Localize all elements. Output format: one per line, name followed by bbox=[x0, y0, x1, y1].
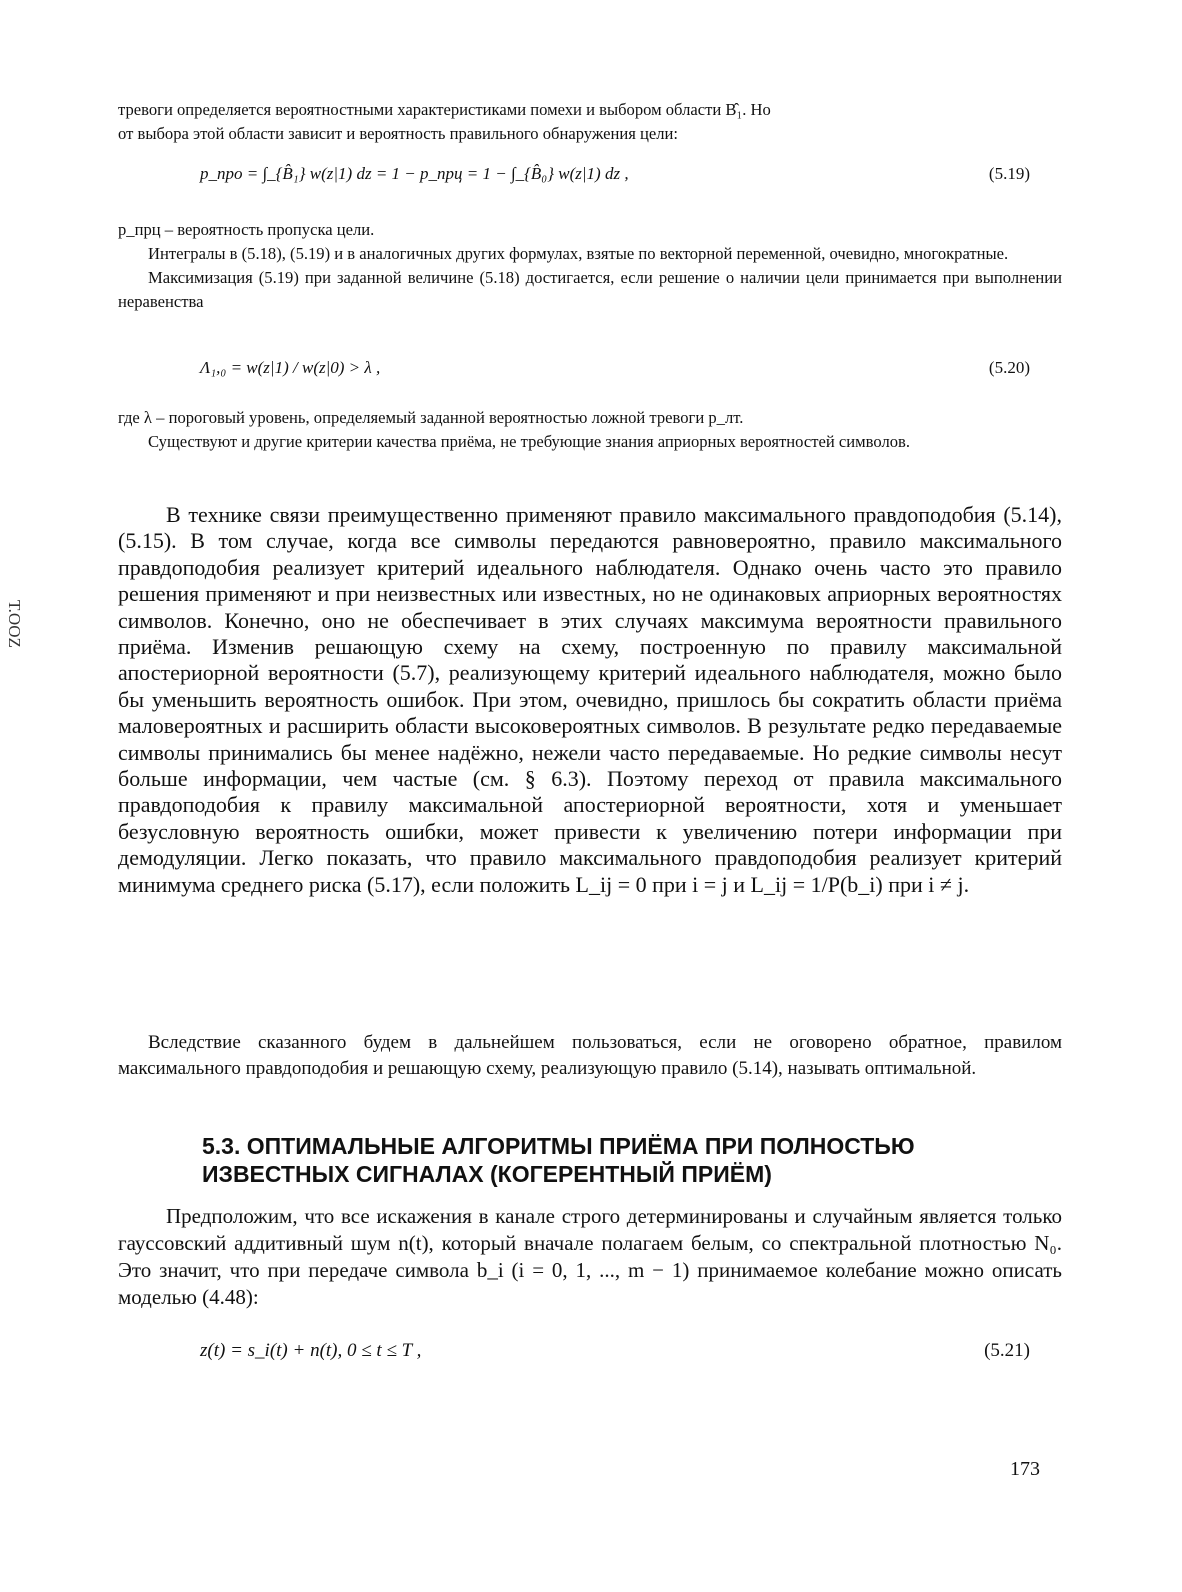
side-margin-mark: Т.ООZ bbox=[5, 600, 24, 648]
section-heading bbox=[202, 1132, 1062, 1188]
section-paragraph-text: Предположим, что все искажения в канале строго детерминированы и случайным является только гауссовский аддитивный шум n(t), который вначале полагаем белым, со спектральной плотностью N₀. Это значит, что при передаче символа b_i (i = 0, 1, ..., m − 1) принимаемое колебание можно описать моделью (4.48): bbox=[118, 1204, 1062, 1309]
section-heading-line-2: ИЗВЕСТНЫХ СИГНАЛАХ (КОГЕРЕНТНЫЙ ПРИЁМ) bbox=[202, 1161, 772, 1187]
section-heading-line-1: 5.3. ОПТИМАЛЬНЫЕ АЛГОРИТМЫ ПРИЁМА ПРИ ПОЛНОСТЬЮ bbox=[202, 1133, 915, 1159]
equation-5-21-number: (5.21) bbox=[984, 1340, 1030, 1361]
section-paragraph bbox=[118, 1203, 1062, 1311]
top-line-1: тревоги определяется вероятностными характеристиками помехи и выбором области В̂₁. Но bbox=[118, 100, 771, 119]
equation-5-20-text: Λ₁,₀ = w(z|1) / w(z|0) > λ , bbox=[200, 358, 381, 377]
equation-5-21-text: z(t) = s_i(t) + n(t), 0 ≤ t ≤ T , bbox=[200, 1340, 422, 1361]
top-line-2: от выбора этой области зависит и вероятность правильного обнаружения цели: bbox=[118, 124, 679, 143]
consequence-text: Вследствие сказанного будем в дальнейшем пользоваться, если не оговорено обратное, правилом максимального правдоподобия и решающую схему, реализующую правило (5.14), называть оптимальной. bbox=[118, 1032, 1062, 1079]
equation-5-19 bbox=[200, 164, 1062, 184]
equation-5-19-text: p_про = ∫_{B̂₁} w(z|1) dz = 1 − p_прц = 1 − ∫_{B̂₀} w(z|1) dz , bbox=[200, 164, 629, 183]
page-number: 173 bbox=[1010, 1458, 1040, 1480]
main-paragraph bbox=[118, 502, 1062, 898]
equation-5-20-number: (5.20) bbox=[988, 358, 1030, 377]
lambda-block bbox=[118, 406, 1062, 454]
equation-5-19-number: (5.19) bbox=[988, 164, 1030, 183]
equation-5-20 bbox=[200, 358, 1062, 378]
maximization-text: Максимизация (5.19) при заданной величине (5.18) достигается, если решение о наличии цели принимается при выполнении неравенства bbox=[118, 268, 1062, 311]
main-paragraph-text: В технике связи преимущественно применяют правило максимального правдоподобия (5.14), (5.15). В том случае, когда все символы передаются равновероятно, правило максимального правдоподобия реализует критерий идеального наблюдателя. Однако очень часто это правило решения применяют и при неизвестных или известных, но не одинаковых априорных вероятностях символов. Конечно, оно не обеспечивает в этих случаях максимума вероятности правильного приёма. Изменив решающую схему на схему, построенную по правилу максимальной апостериорной вероятности (5.7), реализующему критерий идеального наблюдателя, можно было бы уменьшить вероятность ошибок. При этом, очевидно, пришлось бы сократить области приёма маловероятных и расширить области высоковероятных символов. В результате редко передаваемые символы принимались бы менее надёжно, нежели часто передаваемые. Но редкие символы несут больше информации, чем частые (см. § 6.3). Поэтому переход от правила максимального правдоподобия к правилу максимальной апостериорной вероятности, хотя и уменьшает безусловную вероятность ошибки, может привести к увеличению потери информации при демодуляции. Легко показать, что правило максимального правдоподобия реализует критерий минимума среднего риска (5.17), если положить L_ij = 0 при i = j и L_ij = 1/P(b_i) при i ≠ j. bbox=[118, 502, 1062, 897]
p-prc-definition: p_прц – вероятность пропуска цели. bbox=[118, 220, 375, 239]
lambda-definition: где λ – пороговый уровень, определяемый заданной вероятностью ложной тревоги p_лт. bbox=[118, 408, 744, 427]
top-paragraph bbox=[118, 98, 1062, 146]
definitions-block bbox=[118, 218, 1062, 314]
integrals-note: Интегралы в (5.18), (5.19) и в аналогичных других формулах, взятые по векторной переменной, очевидно, многократные. bbox=[148, 244, 1009, 263]
other-criteria-text: Существуют и другие критерии качества приёма, не требующие знания априорных вероятностей символов. bbox=[148, 432, 910, 451]
consequence-paragraph bbox=[118, 1030, 1062, 1082]
equation-5-21 bbox=[200, 1340, 1062, 1362]
